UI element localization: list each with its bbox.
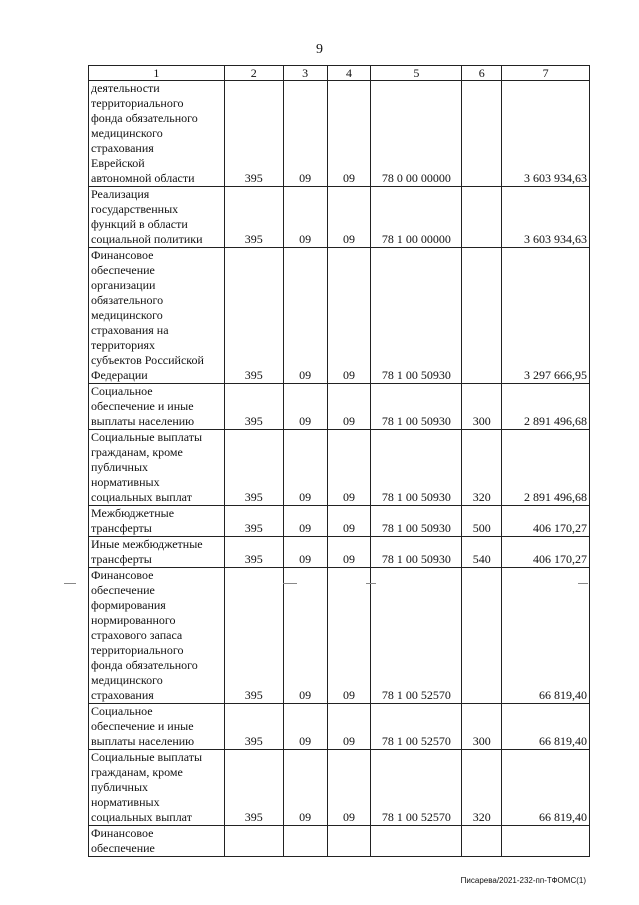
cell-c2: 395 bbox=[224, 750, 283, 826]
cell-c2: 395 bbox=[224, 430, 283, 506]
cell-c5: 78 0 00 00000 bbox=[371, 81, 462, 187]
cell-c2: 395 bbox=[224, 81, 283, 187]
cell-c2: 395 bbox=[224, 568, 283, 704]
row-name-line: социальной политики bbox=[91, 232, 203, 246]
row-name-line: гражданам, кроме bbox=[91, 765, 183, 779]
row-name-line: трансферты bbox=[91, 552, 152, 566]
cell-c4: 09 bbox=[327, 81, 371, 187]
cell-c6: 320 bbox=[462, 750, 502, 826]
cell-c4: 09 bbox=[327, 430, 371, 506]
budget-table bbox=[88, 65, 590, 857]
cell-c7: 66 819,40 bbox=[502, 568, 590, 704]
row-name-line: формирования bbox=[91, 598, 166, 612]
document-reference: Писарева/2021-232-пп-ТФОМС(1) bbox=[460, 876, 586, 885]
row-name-line: Финансовое bbox=[91, 568, 154, 582]
cell-c3: 09 bbox=[283, 384, 327, 430]
table-row bbox=[89, 750, 590, 826]
row-name-line: Межбюджетные bbox=[91, 506, 175, 520]
cell-c4 bbox=[327, 826, 371, 857]
cell-c2: 395 bbox=[224, 506, 283, 537]
row-name-line: фонда обязательного bbox=[91, 658, 198, 672]
scan-mark bbox=[578, 583, 588, 584]
cell-c3: 09 bbox=[283, 568, 327, 704]
cell-c6 bbox=[462, 187, 502, 248]
column-header: 4 bbox=[327, 66, 371, 81]
row-name-line: Социальные выплаты bbox=[91, 430, 203, 444]
table-row bbox=[89, 81, 590, 187]
cell-c6 bbox=[462, 826, 502, 857]
cell-c2: 395 bbox=[224, 248, 283, 384]
row-name-line: Федерации bbox=[91, 368, 148, 382]
scan-mark bbox=[283, 583, 297, 584]
row-name-line: территориях bbox=[91, 338, 156, 352]
row-name-line: публичных bbox=[91, 780, 148, 794]
column-header: 2 bbox=[224, 66, 283, 81]
row-name-line: государственных bbox=[91, 202, 179, 216]
cell-c7: 406 170,27 bbox=[502, 537, 590, 568]
cell-c4: 09 bbox=[327, 750, 371, 826]
cell-c6: 540 bbox=[462, 537, 502, 568]
row-name-line: обеспечение bbox=[91, 263, 155, 277]
row-name-line: медицинского bbox=[91, 673, 163, 687]
table-row bbox=[89, 384, 590, 430]
table-row bbox=[89, 826, 590, 857]
scan-mark bbox=[64, 583, 76, 584]
table-row bbox=[89, 430, 590, 506]
cell-c4: 09 bbox=[327, 506, 371, 537]
cell-c5: 78 1 00 50930 bbox=[371, 506, 462, 537]
row-name-cell bbox=[89, 384, 225, 430]
cell-c7: 3 297 666,95 bbox=[502, 248, 590, 384]
row-name-line: Еврейской bbox=[91, 156, 145, 170]
cell-c5: 78 1 00 50930 bbox=[371, 384, 462, 430]
row-name-line: страхования bbox=[91, 688, 154, 702]
row-name-line: территориального bbox=[91, 96, 184, 110]
cell-c4: 09 bbox=[327, 384, 371, 430]
row-name-cell bbox=[89, 248, 225, 384]
column-header: 3 bbox=[283, 66, 327, 81]
cell-c7 bbox=[502, 826, 590, 857]
row-name-line: территориального bbox=[91, 643, 184, 657]
cell-c4: 09 bbox=[327, 187, 371, 248]
row-name-line: обеспечение bbox=[91, 583, 155, 597]
row-name-line: Реализация bbox=[91, 187, 150, 201]
cell-c2: 395 bbox=[224, 537, 283, 568]
cell-c4: 09 bbox=[327, 537, 371, 568]
cell-c3: 09 bbox=[283, 537, 327, 568]
row-name-cell bbox=[89, 704, 225, 750]
cell-c2: 395 bbox=[224, 704, 283, 750]
cell-c5: 78 1 00 50930 bbox=[371, 248, 462, 384]
row-name-line: Финансовое bbox=[91, 826, 154, 840]
row-name-line: социальных выплат bbox=[91, 810, 192, 824]
cell-c2: 395 bbox=[224, 384, 283, 430]
row-name-line: Социальные выплаты bbox=[91, 750, 203, 764]
cell-c7: 3 603 934,63 bbox=[502, 187, 590, 248]
cell-c5: 78 1 00 50930 bbox=[371, 537, 462, 568]
row-name-line: выплаты населению bbox=[91, 734, 195, 748]
row-name-line: публичных bbox=[91, 460, 148, 474]
row-name-cell bbox=[89, 537, 225, 568]
cell-c6: 300 bbox=[462, 704, 502, 750]
cell-c3 bbox=[283, 826, 327, 857]
cell-c5: 78 1 00 50930 bbox=[371, 430, 462, 506]
row-name-line: трансферты bbox=[91, 521, 152, 535]
cell-c7: 66 819,40 bbox=[502, 704, 590, 750]
row-name-line: автономной области bbox=[91, 171, 195, 185]
cell-c3: 09 bbox=[283, 506, 327, 537]
table-row bbox=[89, 506, 590, 537]
table-row bbox=[89, 248, 590, 384]
cell-c2: 395 bbox=[224, 187, 283, 248]
row-name-cell bbox=[89, 750, 225, 826]
cell-c3: 09 bbox=[283, 750, 327, 826]
row-name-line: Социальное bbox=[91, 704, 153, 718]
row-name-line: фонда обязательного bbox=[91, 111, 198, 125]
cell-c6 bbox=[462, 568, 502, 704]
row-name-line: выплаты населению bbox=[91, 414, 195, 428]
row-name-line: страхования на bbox=[91, 323, 169, 337]
cell-c6: 300 bbox=[462, 384, 502, 430]
row-name-line: обеспечение и иные bbox=[91, 399, 194, 413]
row-name-line: деятельности bbox=[91, 81, 160, 95]
row-name-cell bbox=[89, 826, 225, 857]
table-row bbox=[89, 537, 590, 568]
table-row bbox=[89, 187, 590, 248]
cell-c3: 09 bbox=[283, 430, 327, 506]
row-name-line: Иные межбюджетные bbox=[91, 537, 203, 551]
row-name-line: социальных выплат bbox=[91, 490, 192, 504]
cell-c4: 09 bbox=[327, 568, 371, 704]
column-header: 5 bbox=[371, 66, 462, 81]
cell-c3: 09 bbox=[283, 81, 327, 187]
row-name-line: страхового запаса bbox=[91, 628, 183, 642]
table-body bbox=[89, 81, 590, 857]
cell-c6 bbox=[462, 81, 502, 187]
cell-c2 bbox=[224, 826, 283, 857]
column-number-row bbox=[89, 66, 590, 81]
table-row bbox=[89, 568, 590, 704]
cell-c6: 320 bbox=[462, 430, 502, 506]
cell-c7: 406 170,27 bbox=[502, 506, 590, 537]
cell-c6 bbox=[462, 248, 502, 384]
cell-c5: 78 1 00 52570 bbox=[371, 568, 462, 704]
scan-mark bbox=[366, 583, 376, 584]
row-name-cell bbox=[89, 81, 225, 187]
row-name-line: нормированного bbox=[91, 613, 176, 627]
row-name-line: медицинского bbox=[91, 126, 163, 140]
column-header: 1 bbox=[89, 66, 225, 81]
row-name-line: Финансовое bbox=[91, 248, 154, 262]
cell-c6: 500 bbox=[462, 506, 502, 537]
row-name-line: нормативных bbox=[91, 475, 160, 489]
cell-c5: 78 1 00 52570 bbox=[371, 704, 462, 750]
row-name-line: нормативных bbox=[91, 795, 160, 809]
cell-c7: 2 891 496,68 bbox=[502, 384, 590, 430]
row-name-cell bbox=[89, 430, 225, 506]
row-name-line: субъектов Российской bbox=[91, 353, 204, 367]
cell-c3: 09 bbox=[283, 187, 327, 248]
table-row bbox=[89, 704, 590, 750]
row-name-line: страхования bbox=[91, 141, 154, 155]
cell-c7: 3 603 934,63 bbox=[502, 81, 590, 187]
column-header: 7 bbox=[502, 66, 590, 81]
cell-c7: 2 891 496,68 bbox=[502, 430, 590, 506]
row-name-line: обязательного bbox=[91, 293, 164, 307]
cell-c5 bbox=[371, 826, 462, 857]
cell-c4: 09 bbox=[327, 248, 371, 384]
column-header: 6 bbox=[462, 66, 502, 81]
cell-c3: 09 bbox=[283, 248, 327, 384]
row-name-line: функций в области bbox=[91, 217, 188, 231]
row-name-line: обеспечение и иные bbox=[91, 719, 194, 733]
row-name-line: гражданам, кроме bbox=[91, 445, 183, 459]
row-name-line: организации bbox=[91, 278, 156, 292]
cell-c5: 78 1 00 52570 bbox=[371, 750, 462, 826]
row-name-cell bbox=[89, 568, 225, 704]
cell-c3: 09 bbox=[283, 704, 327, 750]
cell-c5: 78 1 00 00000 bbox=[371, 187, 462, 248]
cell-c7: 66 819,40 bbox=[502, 750, 590, 826]
row-name-cell bbox=[89, 506, 225, 537]
cell-c4: 09 bbox=[327, 704, 371, 750]
row-name-line: Социальное bbox=[91, 384, 153, 398]
row-name-line: обеспечение bbox=[91, 841, 155, 855]
page-number: 9 bbox=[316, 42, 323, 57]
row-name-cell bbox=[89, 187, 225, 248]
row-name-line: медицинского bbox=[91, 308, 163, 322]
